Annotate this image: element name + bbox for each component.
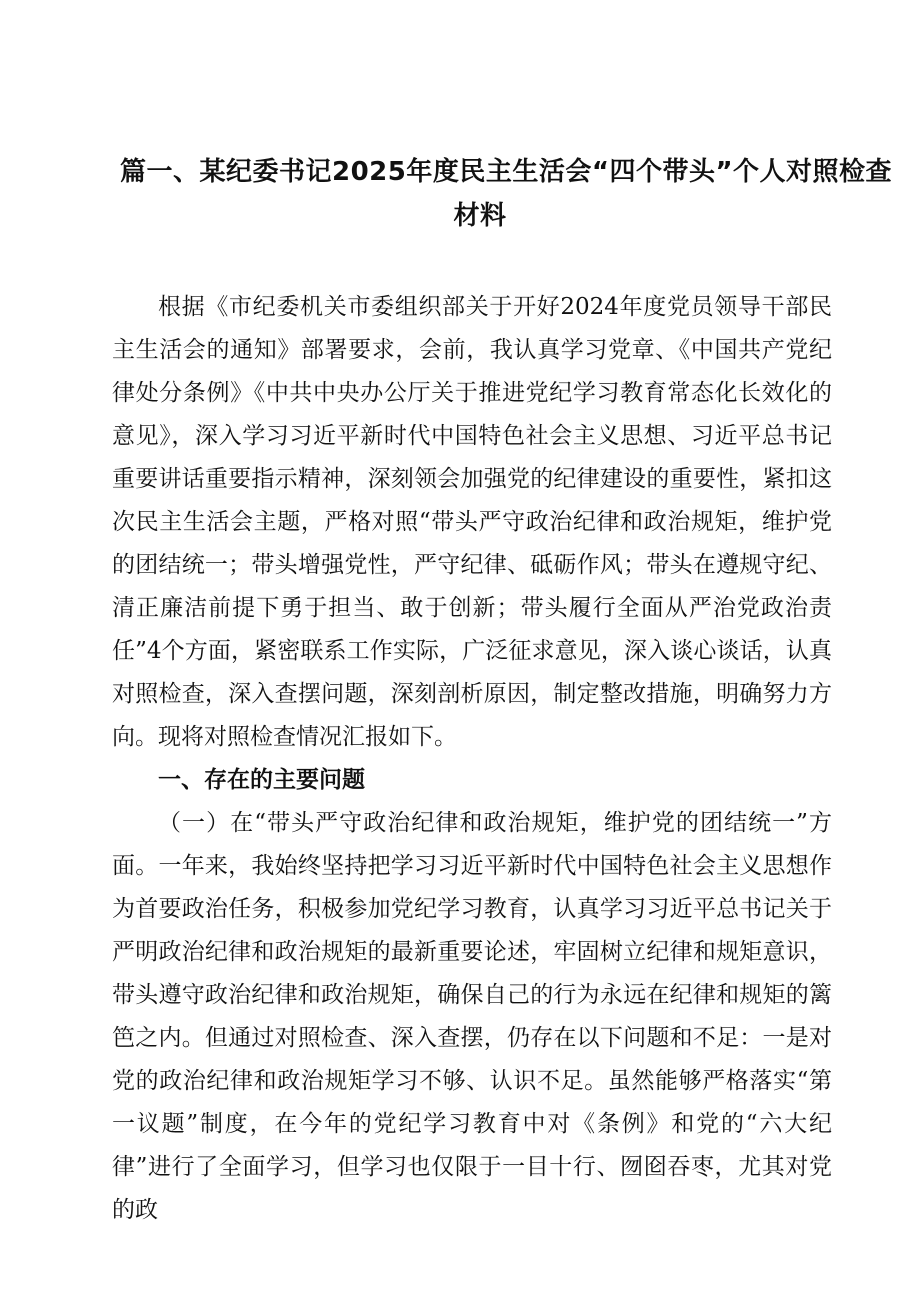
section-paragraph-1: （一）在“带头严守政治纪律和政治规矩，维护党的团结统一”方面。一年来，我始终坚持把学习习近平新时代中国特色社会主义思想作为首要政治任务，积极参加党纪学习教育，认真学习习近平总书记关于严明政治纪律和政治规矩的最新重要论述，牢固树立纪律和规矩意识，带头遵守政治纪律和政治规矩，确保自己的行为永远在纪律和规矩的篱笆之内。但通过对照检查、深入查摆，仍存在以下问题和不足：一是对党的政治纪律和政治规矩学习不够、认识不足。虽然能够严格落实“第一议题”制度，在今年的党纪学习教育中对《条例》和党的“六大纪律”进行了全面学习，但学习也仅限于一目十行、囫囵吞枣，尤其对党的政 xyxy=(112,810,832,1223)
title-line-1: 篇一、某纪委书记2025年度民主生活会“四个带头”个人对照检查 xyxy=(120,157,893,187)
section-heading-problems: 一、存在的主要问题 xyxy=(158,767,365,793)
document-title xyxy=(120,150,893,238)
title-line-2: 材料 xyxy=(453,201,507,231)
document-body xyxy=(112,286,832,1232)
intro-paragraph: 根据《市纪委机关市委组织部关于开好2024年度党员领导干部民主生活会的通知》部署要求，会前，我认真学习党章、《中国共产党纪律处分条例》《中共中央办公厅关于推进党纪学习教育常态化长效化的意见》，深入学习习近平新时代中国特色社会主义思想、习近平总书记重要讲话重要指示精神，深刻领会加强党的纪律建设的重要性，紧扣这次民主生活会主题，严格对照“带头严守政治纪律和政治规矩，维护党的团结统一；带头增强党性，严守纪律、砥砺作风；带头在遵规守纪、清正廉洁前提下勇于担当、敢于创新；带头履行全面从严治党政治责任”4个方面，紧密联系工作实际，广泛征求意见，深入谈心谈话，认真对照检查，深入查摆问题，深刻剖析原因，制定整改措施，明确努力方向。现将对照检查情况汇报如下。 xyxy=(112,294,832,750)
